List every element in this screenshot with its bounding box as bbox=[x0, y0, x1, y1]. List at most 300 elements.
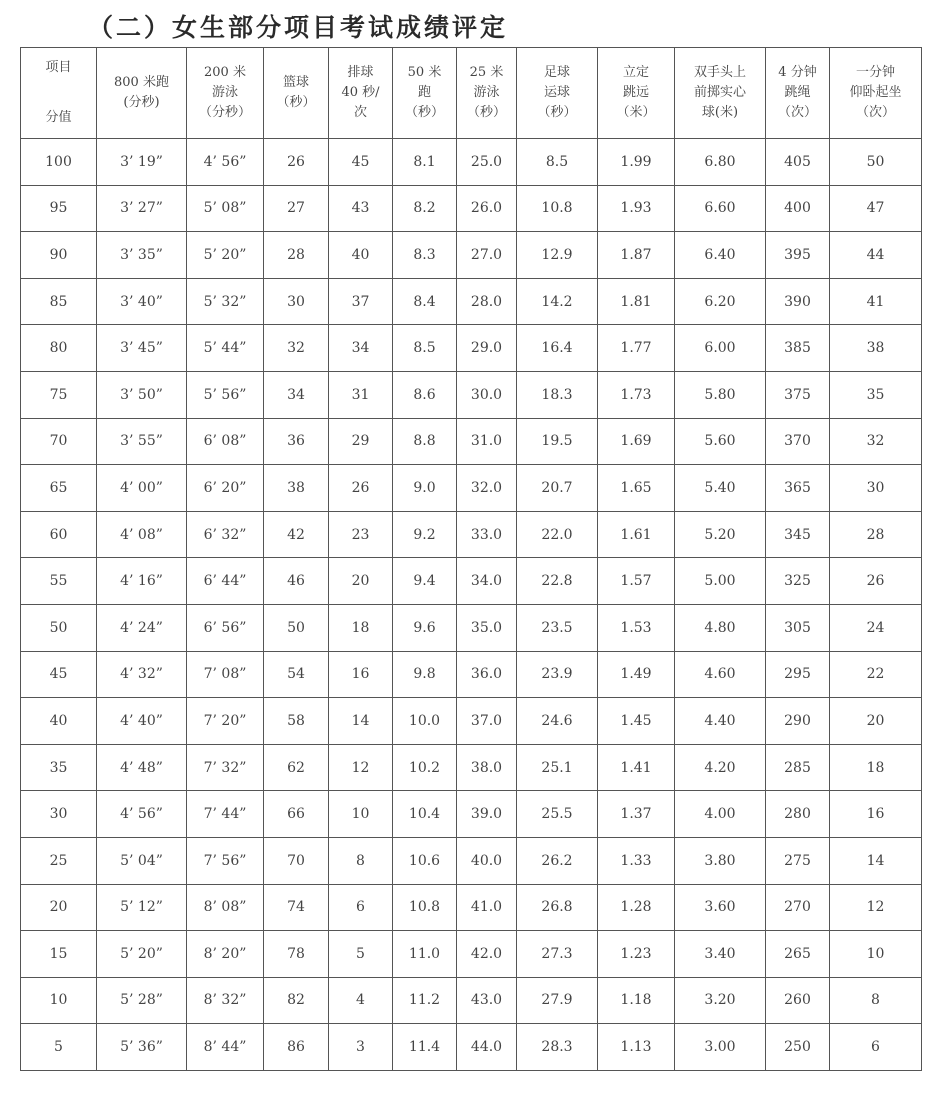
value-cell-200m-swim: 5’ 08” bbox=[187, 185, 264, 232]
header-label-line: (分秒) bbox=[123, 95, 160, 110]
value-cell-volleyball: 31 bbox=[329, 371, 393, 418]
value-cell-800m-run: 4’ 40” bbox=[97, 698, 187, 745]
header-label-line: 排球 bbox=[347, 65, 374, 80]
value-cell-50m-run: 10.4 bbox=[393, 791, 457, 838]
value-cell-200m-swim: 8’ 32” bbox=[187, 977, 264, 1024]
value-cell-medicine-ball-throw: 5.60 bbox=[675, 418, 766, 465]
value-cell-50m-run: 8.4 bbox=[393, 278, 457, 325]
value-cell-medicine-ball-throw: 4.80 bbox=[675, 604, 766, 651]
value-cell-basketball: 46 bbox=[264, 558, 329, 605]
value-cell-1min-situps: 47 bbox=[830, 185, 922, 232]
header-label-line: 50 米 bbox=[407, 65, 442, 80]
value-cell-medicine-ball-throw: 3.00 bbox=[675, 1024, 766, 1071]
header-label-line: 运球 bbox=[543, 85, 570, 100]
value-cell-800m-run: 4’ 08” bbox=[97, 511, 187, 558]
value-cell-basketball: 36 bbox=[264, 418, 329, 465]
value-cell-200m-swim: 6’ 44” bbox=[187, 558, 264, 605]
header-label-line: （次） bbox=[777, 105, 817, 120]
value-cell-basketball: 34 bbox=[264, 371, 329, 418]
header-label-line: （秒） bbox=[537, 105, 577, 120]
score-cell: 25 bbox=[21, 837, 97, 884]
value-cell-800m-run: 3’ 45” bbox=[97, 325, 187, 372]
header-label-line: 800 米跑 bbox=[114, 75, 169, 90]
header-label-line: 游泳 bbox=[211, 85, 238, 100]
value-cell-50m-run: 10.0 bbox=[393, 698, 457, 745]
value-cell-standing-long-jump: 1.93 bbox=[598, 185, 675, 232]
table-row bbox=[21, 837, 922, 884]
score-cell: 15 bbox=[21, 931, 97, 978]
value-cell-football-dribble: 26.2 bbox=[517, 837, 598, 884]
value-cell-basketball: 27 bbox=[264, 185, 329, 232]
value-cell-25m-swim: 44.0 bbox=[457, 1024, 517, 1071]
value-cell-medicine-ball-throw: 5.40 bbox=[675, 465, 766, 512]
value-cell-volleyball: 14 bbox=[329, 698, 393, 745]
value-cell-football-dribble: 14.2 bbox=[517, 278, 598, 325]
value-cell-4min-rope-skip: 275 bbox=[766, 837, 830, 884]
score-table bbox=[20, 47, 922, 1071]
value-cell-800m-run: 4’ 32” bbox=[97, 651, 187, 698]
value-cell-25m-swim: 32.0 bbox=[457, 465, 517, 512]
value-cell-25m-swim: 30.0 bbox=[457, 371, 517, 418]
value-cell-50m-run: 9.8 bbox=[393, 651, 457, 698]
value-cell-4min-rope-skip: 345 bbox=[766, 511, 830, 558]
value-cell-football-dribble: 12.9 bbox=[517, 232, 598, 279]
value-cell-standing-long-jump: 1.45 bbox=[598, 698, 675, 745]
value-cell-basketball: 86 bbox=[264, 1024, 329, 1071]
score-cell: 60 bbox=[21, 511, 97, 558]
header-cell-medicine-ball-throw bbox=[675, 48, 766, 139]
value-cell-medicine-ball-throw: 4.60 bbox=[675, 651, 766, 698]
header-label-line: 篮球 bbox=[282, 75, 309, 90]
value-cell-200m-swim: 8’ 20” bbox=[187, 931, 264, 978]
value-cell-basketball: 42 bbox=[264, 511, 329, 558]
value-cell-medicine-ball-throw: 6.40 bbox=[675, 232, 766, 279]
value-cell-50m-run: 8.2 bbox=[393, 185, 457, 232]
value-cell-800m-run: 5’ 36” bbox=[97, 1024, 187, 1071]
value-cell-basketball: 58 bbox=[264, 698, 329, 745]
value-cell-4min-rope-skip: 325 bbox=[766, 558, 830, 605]
value-cell-volleyball: 4 bbox=[329, 977, 393, 1024]
header-label-line: 双手头上 bbox=[693, 65, 746, 80]
value-cell-volleyball: 26 bbox=[329, 465, 393, 512]
value-cell-basketball: 82 bbox=[264, 977, 329, 1024]
value-cell-50m-run: 11.0 bbox=[393, 931, 457, 978]
value-cell-football-dribble: 23.9 bbox=[517, 651, 598, 698]
value-cell-volleyball: 43 bbox=[329, 185, 393, 232]
header-row bbox=[21, 48, 922, 139]
value-cell-basketball: 38 bbox=[264, 465, 329, 512]
value-cell-200m-swim: 5’ 20” bbox=[187, 232, 264, 279]
header-label-line: （分秒） bbox=[198, 105, 251, 120]
value-cell-basketball: 70 bbox=[264, 837, 329, 884]
value-cell-volleyball: 37 bbox=[329, 278, 393, 325]
value-cell-1min-situps: 12 bbox=[830, 884, 922, 931]
header-label-line: （秒） bbox=[276, 95, 316, 110]
value-cell-football-dribble: 22.8 bbox=[517, 558, 598, 605]
value-cell-4min-rope-skip: 250 bbox=[766, 1024, 830, 1071]
score-cell: 40 bbox=[21, 698, 97, 745]
header-label-line: （秒） bbox=[404, 105, 444, 120]
header-cell-score bbox=[21, 48, 97, 139]
header-cell-25m-swim bbox=[457, 48, 517, 139]
header-label-line: （米） bbox=[616, 105, 656, 120]
table-row bbox=[21, 325, 922, 372]
score-cell: 70 bbox=[21, 418, 97, 465]
value-cell-medicine-ball-throw: 3.80 bbox=[675, 837, 766, 884]
header-label-line: 200 米 bbox=[204, 65, 246, 80]
value-cell-standing-long-jump: 1.49 bbox=[598, 651, 675, 698]
table-row bbox=[21, 791, 922, 838]
value-cell-200m-swim: 8’ 44” bbox=[187, 1024, 264, 1071]
value-cell-basketball: 74 bbox=[264, 884, 329, 931]
value-cell-4min-rope-skip: 265 bbox=[766, 931, 830, 978]
score-cell: 65 bbox=[21, 465, 97, 512]
value-cell-volleyball: 20 bbox=[329, 558, 393, 605]
value-cell-volleyball: 23 bbox=[329, 511, 393, 558]
value-cell-4min-rope-skip: 305 bbox=[766, 604, 830, 651]
header-label-line: 跳绳 bbox=[784, 85, 811, 100]
value-cell-50m-run: 8.1 bbox=[393, 139, 457, 186]
score-cell: 5 bbox=[21, 1024, 97, 1071]
table-row bbox=[21, 232, 922, 279]
value-cell-25m-swim: 31.0 bbox=[457, 418, 517, 465]
value-cell-football-dribble: 20.7 bbox=[517, 465, 598, 512]
value-cell-1min-situps: 32 bbox=[830, 418, 922, 465]
score-cell: 75 bbox=[21, 371, 97, 418]
value-cell-standing-long-jump: 1.57 bbox=[598, 558, 675, 605]
value-cell-800m-run: 3’ 50” bbox=[97, 371, 187, 418]
value-cell-25m-swim: 37.0 bbox=[457, 698, 517, 745]
value-cell-standing-long-jump: 1.18 bbox=[598, 977, 675, 1024]
value-cell-basketball: 50 bbox=[264, 604, 329, 651]
value-cell-25m-swim: 35.0 bbox=[457, 604, 517, 651]
table-row bbox=[21, 604, 922, 651]
value-cell-4min-rope-skip: 370 bbox=[766, 418, 830, 465]
value-cell-volleyball: 16 bbox=[329, 651, 393, 698]
value-cell-800m-run: 5’ 04” bbox=[97, 837, 187, 884]
table-row bbox=[21, 1024, 922, 1071]
value-cell-standing-long-jump: 1.33 bbox=[598, 837, 675, 884]
value-cell-25m-swim: 29.0 bbox=[457, 325, 517, 372]
value-cell-medicine-ball-throw: 6.00 bbox=[675, 325, 766, 372]
value-cell-volleyball: 8 bbox=[329, 837, 393, 884]
value-cell-volleyball: 29 bbox=[329, 418, 393, 465]
value-cell-standing-long-jump: 1.53 bbox=[598, 604, 675, 651]
value-cell-200m-swim: 7’ 56” bbox=[187, 837, 264, 884]
value-cell-800m-run: 3’ 27” bbox=[97, 185, 187, 232]
value-cell-25m-swim: 34.0 bbox=[457, 558, 517, 605]
value-cell-800m-run: 3’ 19” bbox=[97, 139, 187, 186]
value-cell-50m-run: 9.0 bbox=[393, 465, 457, 512]
value-cell-4min-rope-skip: 405 bbox=[766, 139, 830, 186]
value-cell-4min-rope-skip: 365 bbox=[766, 465, 830, 512]
page-title: （二）女生部分项目考试成绩评定 bbox=[88, 13, 509, 42]
value-cell-basketball: 66 bbox=[264, 791, 329, 838]
value-cell-1min-situps: 8 bbox=[830, 977, 922, 1024]
value-cell-25m-swim: 36.0 bbox=[457, 651, 517, 698]
value-cell-basketball: 54 bbox=[264, 651, 329, 698]
value-cell-medicine-ball-throw: 5.80 bbox=[675, 371, 766, 418]
value-cell-25m-swim: 40.0 bbox=[457, 837, 517, 884]
value-cell-1min-situps: 24 bbox=[830, 604, 922, 651]
value-cell-1min-situps: 14 bbox=[830, 837, 922, 884]
value-cell-1min-situps: 41 bbox=[830, 278, 922, 325]
table-row bbox=[21, 931, 922, 978]
header-cell-1min-situps bbox=[830, 48, 922, 139]
score-cell: 100 bbox=[21, 139, 97, 186]
score-cell: 55 bbox=[21, 558, 97, 605]
table-row bbox=[21, 744, 922, 791]
header-label-line: 次 bbox=[353, 105, 367, 120]
value-cell-standing-long-jump: 1.23 bbox=[598, 931, 675, 978]
header-label-line: 立定 bbox=[622, 65, 649, 80]
value-cell-4min-rope-skip: 290 bbox=[766, 698, 830, 745]
value-cell-volleyball: 40 bbox=[329, 232, 393, 279]
table-row bbox=[21, 651, 922, 698]
value-cell-medicine-ball-throw: 4.20 bbox=[675, 744, 766, 791]
table-body bbox=[21, 139, 922, 1071]
header-label-line: 跑 bbox=[417, 85, 431, 100]
header-label-line: 一分钟 bbox=[855, 65, 895, 80]
value-cell-1min-situps: 50 bbox=[830, 139, 922, 186]
value-cell-50m-run: 10.6 bbox=[393, 837, 457, 884]
value-cell-medicine-ball-throw: 5.00 bbox=[675, 558, 766, 605]
value-cell-800m-run: 5’ 28” bbox=[97, 977, 187, 1024]
value-cell-volleyball: 34 bbox=[329, 325, 393, 372]
value-cell-50m-run: 11.4 bbox=[393, 1024, 457, 1071]
value-cell-football-dribble: 25.5 bbox=[517, 791, 598, 838]
value-cell-1min-situps: 28 bbox=[830, 511, 922, 558]
score-cell: 90 bbox=[21, 232, 97, 279]
value-cell-basketball: 62 bbox=[264, 744, 329, 791]
value-cell-4min-rope-skip: 280 bbox=[766, 791, 830, 838]
value-cell-800m-run: 5’ 20” bbox=[97, 931, 187, 978]
value-cell-200m-swim: 5’ 44” bbox=[187, 325, 264, 372]
score-cell: 95 bbox=[21, 185, 97, 232]
value-cell-1min-situps: 26 bbox=[830, 558, 922, 605]
header-label-line: （次） bbox=[855, 105, 895, 120]
value-cell-200m-swim: 7’ 44” bbox=[187, 791, 264, 838]
value-cell-1min-situps: 20 bbox=[830, 698, 922, 745]
value-cell-200m-swim: 8’ 08” bbox=[187, 884, 264, 931]
value-cell-50m-run: 9.6 bbox=[393, 604, 457, 651]
value-cell-25m-swim: 28.0 bbox=[457, 278, 517, 325]
value-cell-50m-run: 8.3 bbox=[393, 232, 457, 279]
header-cell-50m-run bbox=[393, 48, 457, 139]
value-cell-800m-run: 4’ 24” bbox=[97, 604, 187, 651]
value-cell-4min-rope-skip: 375 bbox=[766, 371, 830, 418]
table-row bbox=[21, 558, 922, 605]
score-cell: 85 bbox=[21, 278, 97, 325]
value-cell-standing-long-jump: 1.61 bbox=[598, 511, 675, 558]
header-label-line: 40 秒/ bbox=[341, 85, 380, 100]
value-cell-football-dribble: 16.4 bbox=[517, 325, 598, 372]
value-cell-standing-long-jump: 1.73 bbox=[598, 371, 675, 418]
value-cell-volleyball: 5 bbox=[329, 931, 393, 978]
value-cell-800m-run: 3’ 55” bbox=[97, 418, 187, 465]
value-cell-800m-run: 4’ 48” bbox=[97, 744, 187, 791]
value-cell-standing-long-jump: 1.65 bbox=[598, 465, 675, 512]
value-cell-200m-swim: 6’ 20” bbox=[187, 465, 264, 512]
value-cell-200m-swim: 6’ 56” bbox=[187, 604, 264, 651]
table-row bbox=[21, 139, 922, 186]
value-cell-standing-long-jump: 1.28 bbox=[598, 884, 675, 931]
value-cell-volleyball: 3 bbox=[329, 1024, 393, 1071]
value-cell-standing-long-jump: 1.81 bbox=[598, 278, 675, 325]
value-cell-standing-long-jump: 1.37 bbox=[598, 791, 675, 838]
value-cell-25m-swim: 41.0 bbox=[457, 884, 517, 931]
value-cell-standing-long-jump: 1.99 bbox=[598, 139, 675, 186]
value-cell-basketball: 78 bbox=[264, 931, 329, 978]
value-cell-football-dribble: 22.0 bbox=[517, 511, 598, 558]
value-cell-50m-run: 10.8 bbox=[393, 884, 457, 931]
value-cell-800m-run: 3’ 40” bbox=[97, 278, 187, 325]
value-cell-football-dribble: 25.1 bbox=[517, 744, 598, 791]
table-row bbox=[21, 698, 922, 745]
header-cell-200m-swim bbox=[187, 48, 264, 139]
value-cell-200m-swim: 6’ 32” bbox=[187, 511, 264, 558]
value-cell-medicine-ball-throw: 3.60 bbox=[675, 884, 766, 931]
value-cell-4min-rope-skip: 385 bbox=[766, 325, 830, 372]
header-cell-volleyball bbox=[329, 48, 393, 139]
value-cell-standing-long-jump: 1.69 bbox=[598, 418, 675, 465]
value-cell-medicine-ball-throw: 3.40 bbox=[675, 931, 766, 978]
value-cell-volleyball: 18 bbox=[329, 604, 393, 651]
value-cell-200m-swim: 7’ 32” bbox=[187, 744, 264, 791]
value-cell-200m-swim: 7’ 20” bbox=[187, 698, 264, 745]
value-cell-800m-run: 4’ 00” bbox=[97, 465, 187, 512]
value-cell-25m-swim: 43.0 bbox=[457, 977, 517, 1024]
value-cell-4min-rope-skip: 395 bbox=[766, 232, 830, 279]
value-cell-4min-rope-skip: 295 bbox=[766, 651, 830, 698]
header-label-line: 游泳 bbox=[473, 85, 500, 100]
value-cell-volleyball: 12 bbox=[329, 744, 393, 791]
value-cell-800m-run: 4’ 16” bbox=[97, 558, 187, 605]
value-cell-800m-run: 3’ 35” bbox=[97, 232, 187, 279]
score-cell: 10 bbox=[21, 977, 97, 1024]
header-item-label: 项目 bbox=[45, 60, 72, 75]
header-label-line: 足球 bbox=[543, 65, 570, 80]
table-row bbox=[21, 977, 922, 1024]
value-cell-4min-rope-skip: 285 bbox=[766, 744, 830, 791]
value-cell-standing-long-jump: 1.77 bbox=[598, 325, 675, 372]
value-cell-25m-swim: 39.0 bbox=[457, 791, 517, 838]
value-cell-50m-run: 10.2 bbox=[393, 744, 457, 791]
value-cell-4min-rope-skip: 270 bbox=[766, 884, 830, 931]
value-cell-50m-run: 9.4 bbox=[393, 558, 457, 605]
value-cell-volleyball: 10 bbox=[329, 791, 393, 838]
table-row bbox=[21, 278, 922, 325]
header-label-line: 4 分钟 bbox=[778, 65, 817, 80]
value-cell-standing-long-jump: 1.41 bbox=[598, 744, 675, 791]
value-cell-football-dribble: 8.5 bbox=[517, 139, 598, 186]
header-label-line: 跳远 bbox=[622, 85, 649, 100]
header-score-label: 分值 bbox=[45, 110, 72, 125]
value-cell-football-dribble: 19.5 bbox=[517, 418, 598, 465]
score-cell: 35 bbox=[21, 744, 97, 791]
table-row bbox=[21, 185, 922, 232]
score-cell: 45 bbox=[21, 651, 97, 698]
header-cell-800m-run bbox=[97, 48, 187, 139]
header-label-line: 前掷实心 bbox=[693, 85, 746, 100]
table-row bbox=[21, 371, 922, 418]
value-cell-medicine-ball-throw: 6.60 bbox=[675, 185, 766, 232]
value-cell-25m-swim: 42.0 bbox=[457, 931, 517, 978]
header-label-line: 25 米 bbox=[469, 65, 504, 80]
value-cell-4min-rope-skip: 390 bbox=[766, 278, 830, 325]
table-row bbox=[21, 511, 922, 558]
value-cell-200m-swim: 4’ 56” bbox=[187, 139, 264, 186]
value-cell-football-dribble: 10.8 bbox=[517, 185, 598, 232]
value-cell-25m-swim: 26.0 bbox=[457, 185, 517, 232]
table-row bbox=[21, 418, 922, 465]
value-cell-standing-long-jump: 1.87 bbox=[598, 232, 675, 279]
value-cell-50m-run: 8.8 bbox=[393, 418, 457, 465]
value-cell-medicine-ball-throw: 3.20 bbox=[675, 977, 766, 1024]
value-cell-50m-run: 8.5 bbox=[393, 325, 457, 372]
value-cell-50m-run: 9.2 bbox=[393, 511, 457, 558]
value-cell-200m-swim: 5’ 56” bbox=[187, 371, 264, 418]
value-cell-1min-situps: 22 bbox=[830, 651, 922, 698]
value-cell-medicine-ball-throw: 4.40 bbox=[675, 698, 766, 745]
value-cell-25m-swim: 27.0 bbox=[457, 232, 517, 279]
score-cell: 20 bbox=[21, 884, 97, 931]
value-cell-medicine-ball-throw: 5.20 bbox=[675, 511, 766, 558]
value-cell-25m-swim: 33.0 bbox=[457, 511, 517, 558]
value-cell-standing-long-jump: 1.13 bbox=[598, 1024, 675, 1071]
value-cell-football-dribble: 24.6 bbox=[517, 698, 598, 745]
value-cell-football-dribble: 27.9 bbox=[517, 977, 598, 1024]
value-cell-1min-situps: 16 bbox=[830, 791, 922, 838]
value-cell-50m-run: 11.2 bbox=[393, 977, 457, 1024]
value-cell-1min-situps: 6 bbox=[830, 1024, 922, 1071]
value-cell-1min-situps: 10 bbox=[830, 931, 922, 978]
header-label-line: （秒） bbox=[466, 105, 506, 120]
header-cell-4min-rope-skip bbox=[766, 48, 830, 139]
value-cell-200m-swim: 7’ 08” bbox=[187, 651, 264, 698]
value-cell-1min-situps: 35 bbox=[830, 371, 922, 418]
value-cell-25m-swim: 25.0 bbox=[457, 139, 517, 186]
value-cell-volleyball: 45 bbox=[329, 139, 393, 186]
score-cell: 30 bbox=[21, 791, 97, 838]
table-row bbox=[21, 465, 922, 512]
value-cell-basketball: 32 bbox=[264, 325, 329, 372]
value-cell-50m-run: 8.6 bbox=[393, 371, 457, 418]
header-cell-standing-long-jump bbox=[598, 48, 675, 139]
header-cell-football-dribble bbox=[517, 48, 598, 139]
value-cell-medicine-ball-throw: 6.80 bbox=[675, 139, 766, 186]
value-cell-medicine-ball-throw: 4.00 bbox=[675, 791, 766, 838]
value-cell-800m-run: 4’ 56” bbox=[97, 791, 187, 838]
header-label-line: 仰卧起坐 bbox=[849, 85, 902, 100]
value-cell-football-dribble: 26.8 bbox=[517, 884, 598, 931]
value-cell-football-dribble: 27.3 bbox=[517, 931, 598, 978]
value-cell-basketball: 30 bbox=[264, 278, 329, 325]
value-cell-football-dribble: 18.3 bbox=[517, 371, 598, 418]
value-cell-volleyball: 6 bbox=[329, 884, 393, 931]
value-cell-25m-swim: 38.0 bbox=[457, 744, 517, 791]
value-cell-medicine-ball-throw: 6.20 bbox=[675, 278, 766, 325]
value-cell-basketball: 26 bbox=[264, 139, 329, 186]
value-cell-football-dribble: 28.3 bbox=[517, 1024, 598, 1071]
header-label-line: 球(米) bbox=[701, 105, 739, 120]
table-row bbox=[21, 884, 922, 931]
value-cell-1min-situps: 44 bbox=[830, 232, 922, 279]
score-cell: 50 bbox=[21, 604, 97, 651]
value-cell-800m-run: 5’ 12” bbox=[97, 884, 187, 931]
value-cell-basketball: 28 bbox=[264, 232, 329, 279]
value-cell-1min-situps: 38 bbox=[830, 325, 922, 372]
